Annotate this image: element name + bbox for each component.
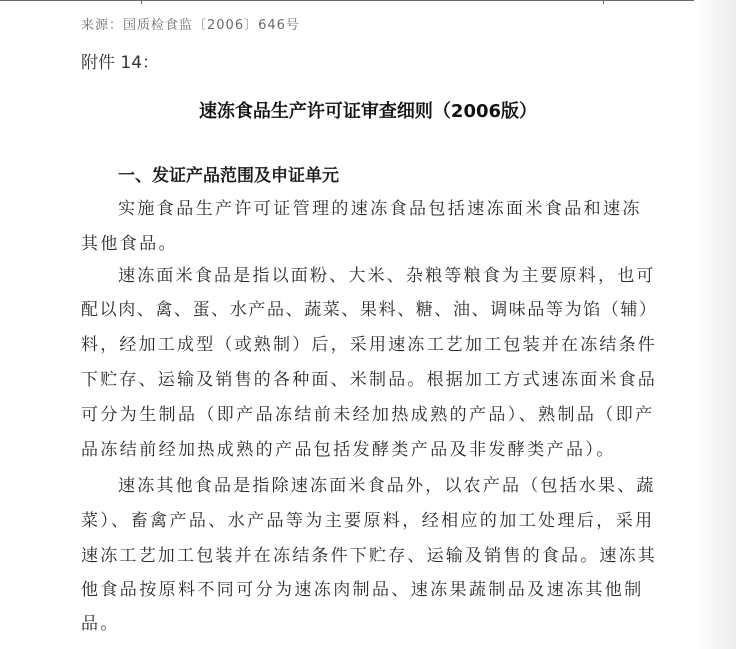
paragraph-line: 料，经加工成型（或熟制）后，采用速冻工艺加工包装并在冻结条件 [81,335,657,355]
paragraph-line: 菜）、畜禽产品、水产品等为主要原料，经相应的加工处理后，采用 [81,511,655,531]
document-title: 速冻食品生产许可证审查细则（2006版） [198,101,538,122]
paragraph-line: 下贮存、运输及销售的各种面、米制品。根据加工方式速冻面米食品 [81,370,657,390]
paragraph-line: 速冻工艺加工包装并在冻结条件下贮存、运输及销售的食品。速冻其 [81,546,657,566]
paragraph-line: 配以肉、禽、蛋、水产品、蔬菜、果料、糖、油、调味品等为馅（辅） [81,300,658,320]
paragraph-line: 可分为生制品（即产品冻结前未经加热成熟的产品）、熟制品（即产 [81,405,655,425]
paragraph-line: 其他食品。 [81,234,178,254]
paragraph-line: 品冻结前经加热成熟的产品包括发酵类产品及非发酵类产品）。 [81,440,616,460]
source-reference: 来源：国质检食监〔2006〕646号 [81,18,300,33]
paragraph-line: 实施食品生产许可证管理的速冻食品包括速冻面米食品和速冻 [118,199,642,219]
paragraph-line: 品。 [81,614,120,634]
top-border-line [0,0,694,1]
top-rule-tick [603,0,604,4]
paragraph-line: 他食品按原料不同可分为速冻肉制品、速冻果蔬制品及速冻其他制 [81,580,644,600]
paragraph-line: 速冻其他食品是指除速冻面米食品外，以农产品（包括水果、蔬 [118,476,656,496]
section-heading: 一、发证产品范围及申证单元 [118,166,339,186]
top-rule-tick [141,0,142,4]
attachment-label: 附件 14： [81,53,160,73]
paragraph-line: 速冻面米食品是指以面粉、大米、杂粮等粮食为主要原料，也可 [118,266,656,286]
